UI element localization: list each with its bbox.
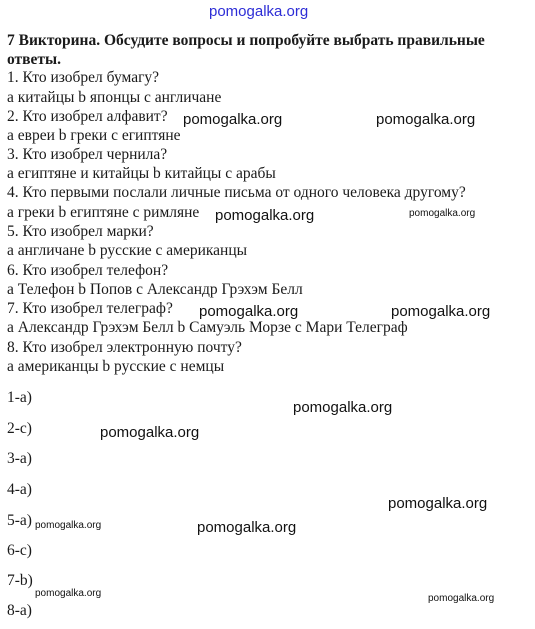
watermark: pomogalka.org: [215, 207, 315, 224]
answer-8: 8-а): [7, 602, 32, 619]
question-6: 6. Кто изобрел телефон?: [7, 262, 169, 279]
options-7: а Александр Грэхэм Белл b Самуэль Морзе с Мари Телеграф: [7, 319, 408, 336]
question-1: 1. Кто изобрел бумагу?: [7, 69, 160, 86]
question-3: 3. Кто изобрел чернила?: [7, 146, 168, 163]
watermark: pomogalka.org: [183, 111, 283, 128]
watermark: pomogalka.org: [35, 520, 102, 531]
watermark: pomogalka.org: [197, 519, 297, 536]
watermark: pomogalka.org: [199, 303, 299, 320]
question-5: 5. Кто изобрел марки?: [7, 223, 154, 240]
answer-7: 7-b): [7, 572, 33, 589]
question-4: 4. Кто первыми послали личные письма от одного человека другому?: [7, 184, 466, 201]
question-2: 2. Кто изобрел алфавит?: [7, 108, 168, 125]
question-8: 8. Кто изобрел электронную почту?: [7, 339, 242, 356]
options-6: а Телефон b Попов с Александр Грэхэм Белл: [7, 281, 303, 298]
watermark: pomogalka.org: [388, 495, 488, 512]
watermark: pomogalka.org: [293, 399, 393, 416]
watermark-top: pomogalka.org: [209, 3, 309, 20]
watermark: pomogalka.org: [391, 303, 491, 320]
answer-4: 4-а): [7, 481, 32, 498]
watermark: pomogalka.org: [409, 208, 476, 219]
options-3: а египтяне и китайцы b китайцы с арабы: [7, 165, 276, 182]
watermark: pomogalka.org: [376, 111, 476, 128]
watermark: pomogalka.org: [35, 588, 102, 599]
options-1: а китайцы b японцы с англичане: [7, 89, 222, 106]
answer-5: 5-а): [7, 512, 32, 529]
answer-3: 3-а): [7, 450, 32, 467]
exercise-title: 7 Викторина. Обсудите вопросы и попробуйте выбрать правильные ответы.: [7, 32, 485, 68]
options-4: а греки b египтяне с римляне: [7, 204, 200, 221]
answer-6: 6-с): [7, 542, 32, 559]
options-2: а евреи b греки с египтяне: [7, 127, 181, 144]
watermark: pomogalka.org: [100, 424, 200, 441]
answer-2: 2-с): [7, 420, 32, 437]
answer-1: 1-а): [7, 389, 32, 406]
question-7: 7. Кто изобрел телеграф?: [7, 300, 173, 317]
options-5: а англичане b русские с американцы: [7, 242, 248, 259]
options-8: а американцы b русские с немцы: [7, 358, 225, 375]
watermark: pomogalka.org: [428, 593, 495, 604]
